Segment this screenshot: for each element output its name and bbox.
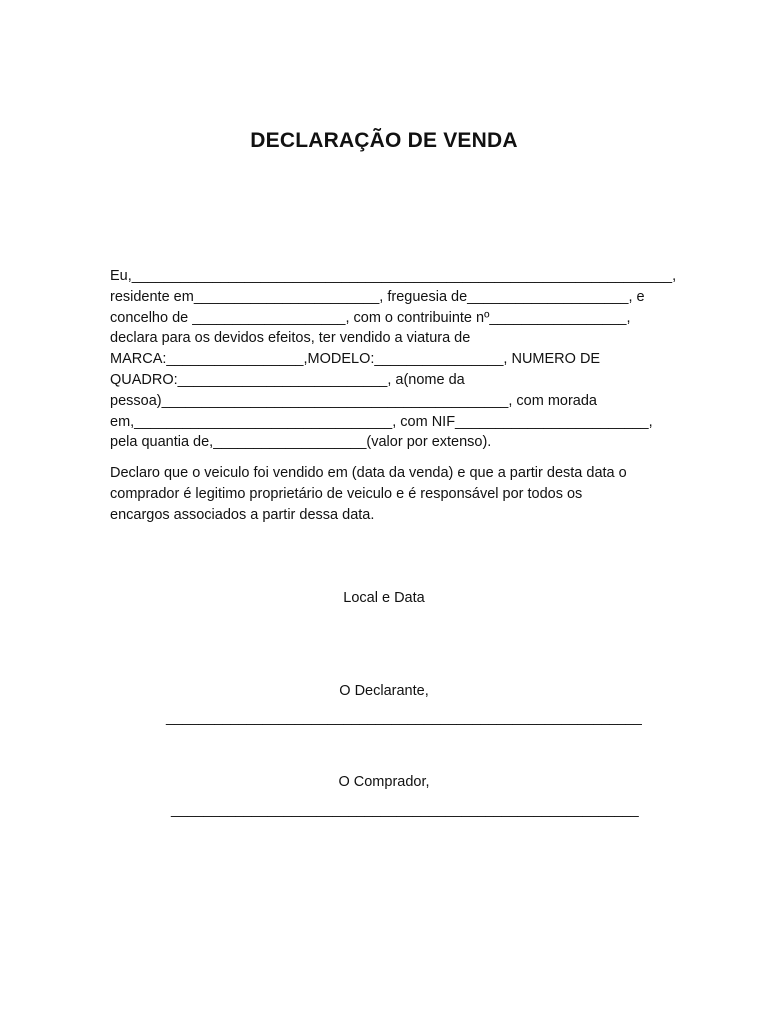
- paragraph-line: encargos associados a partir dessa data.: [110, 507, 375, 524]
- paragraph-line: declara para os devidos efeitos, ter vendido a viatura de: [110, 330, 471, 347]
- sale-statement-paragraph: [110, 463, 670, 527]
- comprador-signature-line: __________________________________________________________: [171, 802, 639, 818]
- declarante-signature-line: ___________________________________________________________: [166, 710, 642, 726]
- paragraph-line: MARCA:_________________,MODELO:________________, NUMERO DE: [110, 351, 601, 368]
- paragraph-line: QUADRO:__________________________, a(nome da: [110, 371, 465, 388]
- comprador-label: O Comprador,: [338, 774, 430, 790]
- document-title: DECLARAÇÃO DE VENDA: [250, 129, 518, 152]
- declarante-label: O Declarante,: [339, 683, 429, 699]
- local-and-date: Local e Data: [343, 590, 425, 606]
- paragraph-line: Declaro que o veiculo foi vendido em (data da venda) e que a partir desta data o: [110, 465, 627, 481]
- declaration-paragraph: [110, 266, 677, 453]
- paragraph-line: concelho de ___________________, com o contribuinte nº_________________,: [110, 309, 631, 326]
- paragraph-line: pela quantia de,___________________(valor por extenso).: [110, 434, 492, 451]
- paragraph-line: em,________________________________, com NIF________________________,: [110, 413, 653, 430]
- paragraph-line: Eu,___________________________________________________________________,: [110, 268, 677, 284]
- paragraph-line: comprador é legitimo proprietário de veiculo e é responsável por todos os: [110, 486, 583, 503]
- paragraph-line: residente em_______________________, freguesia de____________________, e: [110, 288, 645, 305]
- paragraph-line: pessoa)___________________________________________, com morada: [110, 392, 597, 409]
